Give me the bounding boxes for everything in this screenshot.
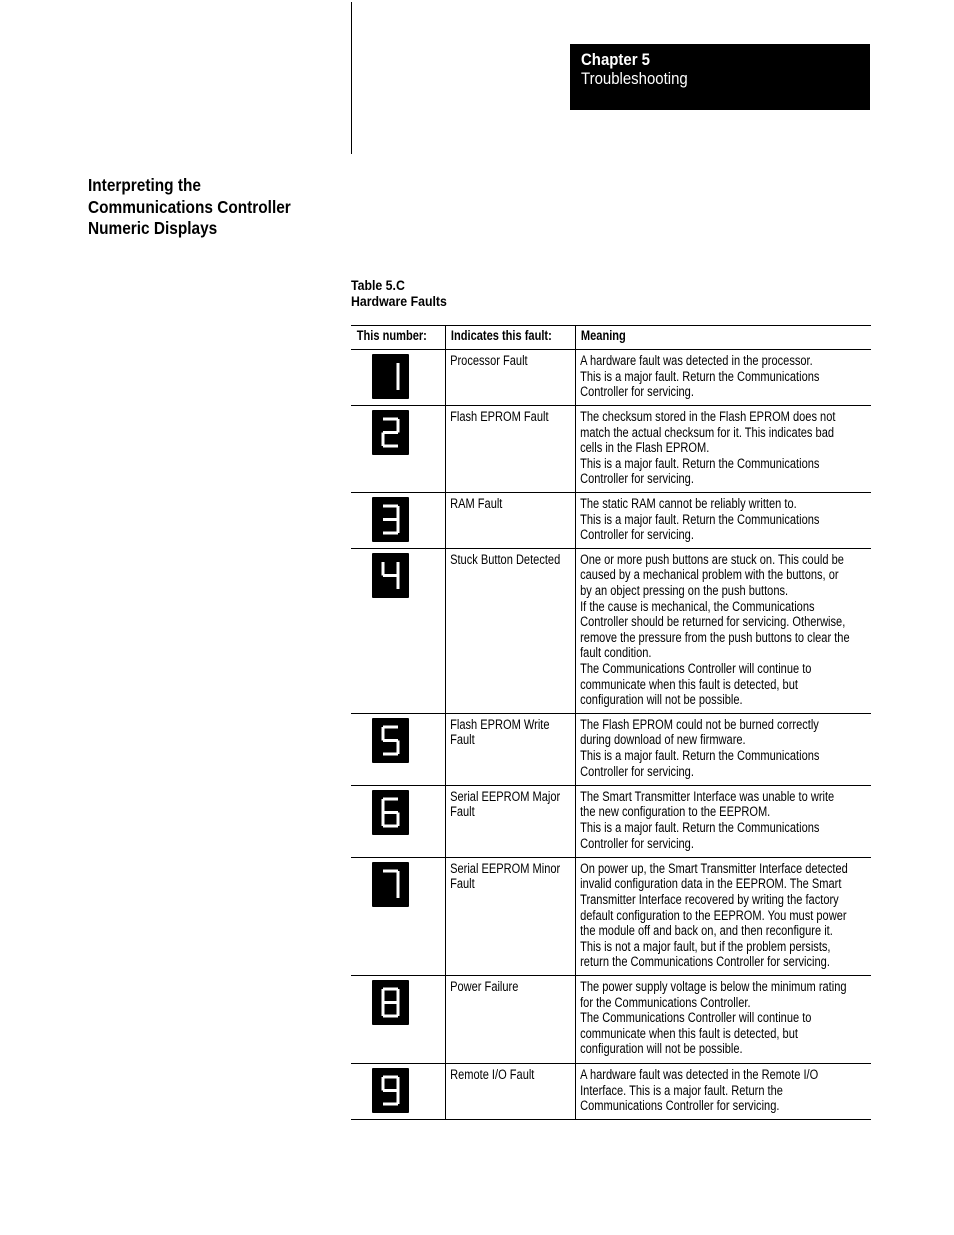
- table-row: [351, 493, 871, 549]
- table-caption: [351, 277, 447, 309]
- fault-meaning-line: The Communications Controller will continue to: [579, 660, 811, 676]
- table-row: [351, 975, 871, 1063]
- fault-name-cell: [445, 548, 575, 713]
- fault-number-cell: [351, 548, 445, 713]
- seven-segment-digit-1: [372, 354, 409, 399]
- fault-meaning-cell: [575, 493, 871, 549]
- fault-name-cell: [445, 975, 575, 1063]
- fault-meaning-line: Controller should be returned for servicing. Otherwise,: [579, 614, 845, 630]
- fault-number-cell: [351, 1063, 445, 1119]
- table-body: [351, 350, 871, 1120]
- section-heading-line: Interpreting the: [88, 175, 201, 195]
- table-row: [351, 1063, 871, 1119]
- fault-name-cell: [445, 350, 575, 406]
- table-row: [351, 713, 871, 785]
- fault-meaning-cell: [575, 975, 871, 1063]
- fault-meaning-line: A hardware fault was detected in the Remote I/O: [579, 1066, 818, 1082]
- table-row: [351, 785, 871, 857]
- fault-name-line: Flash EPROM Fault: [449, 409, 549, 424]
- fault-meaning-line: cells in the Flash EPROM.: [579, 440, 709, 456]
- hardware-faults-table: [351, 325, 871, 1120]
- fault-meaning-cell: [575, 1063, 871, 1119]
- margin-vertical-rule: [351, 2, 352, 154]
- fault-meaning-line: caused by a mechanical problem with the buttons, or: [579, 567, 839, 583]
- fault-meaning-line: during download of new firmware.: [579, 732, 746, 748]
- fault-name-line: Serial EEPROM Minor: [449, 860, 560, 876]
- table-header-row: [351, 326, 871, 350]
- fault-meaning-line: the new configuration to the EEPROM.: [579, 804, 770, 820]
- fault-meaning-line: Controller for servicing.: [579, 835, 694, 851]
- section-heading: [88, 175, 317, 240]
- section-heading-line: Numeric Displays: [88, 218, 218, 238]
- fault-meaning-cell: [575, 350, 871, 406]
- fault-meaning-line: This is a major fault. Return the Communications: [579, 819, 819, 835]
- fault-meaning-line: Transmitter Interface recovered by writing the factory: [579, 891, 839, 907]
- fault-number-cell: [351, 350, 445, 406]
- section-heading-line: Communications Controller: [88, 196, 291, 217]
- fault-meaning-cell: [575, 406, 871, 493]
- fault-meaning-line: for the Communications Controller.: [579, 994, 751, 1010]
- fault-meaning-line: Controller for servicing.: [579, 763, 694, 779]
- table-row: [351, 857, 871, 975]
- chapter-label: Chapter 5: [581, 50, 651, 69]
- fault-meaning-line: fault condition.: [579, 645, 651, 661]
- fault-name-line: Flash EPROM Write: [449, 716, 550, 732]
- fault-number-cell: [351, 406, 445, 493]
- fault-meaning-line: On power up, the Smart Transmitter Interface detected: [579, 860, 848, 876]
- fault-meaning-line: This is a major fault. Return the Communications: [579, 747, 819, 763]
- fault-name-cell: [445, 713, 575, 785]
- column-header-number: This number:: [351, 326, 445, 350]
- fault-name-line: Processor Fault: [449, 353, 528, 368]
- fault-meaning-line: The power supply voltage is below the minimum rating: [579, 978, 847, 994]
- fault-meaning-line: Interface. This is a major fault. Return the: [579, 1082, 783, 1098]
- fault-meaning-line: Communications Controller for servicing.: [579, 1098, 779, 1114]
- fault-meaning-line: This is a major fault. Return the Communications: [579, 368, 819, 384]
- seven-segment-digit-8: [372, 980, 409, 1025]
- column-header-fault: Indicates this fault:: [445, 326, 575, 350]
- fault-name-cell: [445, 493, 575, 549]
- fault-meaning-line: The static RAM cannot be reliably written to.: [579, 496, 797, 511]
- fault-meaning-line: return the Communications Controller for servicing.: [579, 954, 830, 970]
- fault-meaning-line: The Smart Transmitter Interface was unable to write: [579, 788, 834, 804]
- chapter-title: Troubleshooting: [581, 69, 688, 88]
- table-row: [351, 350, 871, 406]
- fault-meaning-line: remove the pressure from the push buttons to clear the: [579, 629, 850, 645]
- fault-number-cell: [351, 857, 445, 975]
- seven-segment-digit-7: [372, 862, 409, 907]
- table-row: [351, 406, 871, 493]
- chapter-header-box: [570, 44, 870, 110]
- seven-segment-digit-2: [372, 410, 409, 455]
- fault-number-cell: [351, 785, 445, 857]
- fault-name-cell: [445, 857, 575, 975]
- fault-meaning-line: invalid configuration data in the EEPROM. The Smart: [579, 876, 841, 892]
- fault-meaning-line: Controller for servicing.: [579, 384, 694, 400]
- table-caption-title: Hardware Faults: [351, 293, 447, 309]
- fault-meaning-cell: [575, 548, 871, 713]
- fault-name-line: Power Failure: [449, 978, 518, 994]
- fault-name-line: Fault: [449, 804, 475, 820]
- seven-segment-digit-3: [372, 497, 409, 542]
- fault-meaning-line: One or more push buttons are stuck on. This could be: [579, 551, 844, 567]
- fault-meaning-line: The Communications Controller will continue to: [579, 1010, 811, 1026]
- fault-meaning-line: The checksum stored in the Flash EPROM does not: [579, 409, 835, 424]
- fault-meaning-line: the module off and back on, and then reconfigure it.: [579, 923, 833, 939]
- fault-meaning-line: A hardware fault was detected in the processor.: [579, 353, 813, 368]
- table-row: [351, 548, 871, 713]
- fault-meaning-line: This is not a major fault, but if the problem persists,: [579, 938, 831, 954]
- fault-number-cell: [351, 713, 445, 785]
- fault-meaning-line: configuration will not be possible.: [579, 1041, 743, 1057]
- fault-meaning-line: configuration will not be possible.: [579, 692, 743, 708]
- seven-segment-digit-4: [372, 553, 409, 598]
- fault-meaning-line: The Flash EPROM could not be burned correctly: [579, 716, 819, 732]
- fault-name-line: RAM Fault: [449, 496, 502, 511]
- fault-name-line: Remote I/O Fault: [449, 1066, 534, 1082]
- fault-meaning-line: communicate when this fault is detected, but: [579, 1025, 798, 1041]
- seven-segment-digit-5: [372, 718, 409, 763]
- column-header-meaning: Meaning: [575, 326, 871, 350]
- fault-meaning-line: default configuration to the EEPROM. You must power: [579, 907, 847, 923]
- seven-segment-digit-6: [372, 790, 409, 835]
- fault-meaning-line: Controller for servicing.: [579, 527, 694, 543]
- fault-number-cell: [351, 493, 445, 549]
- fault-name-line: Fault: [449, 876, 475, 892]
- fault-name-line: Stuck Button Detected: [449, 551, 560, 567]
- fault-meaning-cell: [575, 785, 871, 857]
- fault-meaning-line: communicate when this fault is detected, but: [579, 676, 798, 692]
- fault-meaning-line: Controller for servicing.: [579, 471, 694, 487]
- fault-number-cell: [351, 975, 445, 1063]
- fault-name-cell: [445, 785, 575, 857]
- fault-name-cell: [445, 406, 575, 493]
- fault-meaning-line: by an object pressing on the push buttons.: [579, 582, 788, 598]
- fault-name-line: Serial EEPROM Major: [449, 788, 560, 804]
- seven-segment-digit-9: [372, 1068, 409, 1113]
- fault-meaning-line: If the cause is mechanical, the Communications: [579, 598, 815, 614]
- fault-meaning-line: match the actual checksum for it. This indicates bad: [579, 424, 834, 440]
- fault-meaning-cell: [575, 857, 871, 975]
- fault-meaning-line: This is a major fault. Return the Communications: [579, 511, 819, 527]
- fault-name-cell: [445, 1063, 575, 1119]
- fault-meaning-cell: [575, 713, 871, 785]
- fault-name-line: Fault: [449, 732, 475, 748]
- table-caption-number: Table 5.C: [351, 277, 405, 293]
- fault-meaning-line: This is a major fault. Return the Communications: [579, 455, 819, 471]
